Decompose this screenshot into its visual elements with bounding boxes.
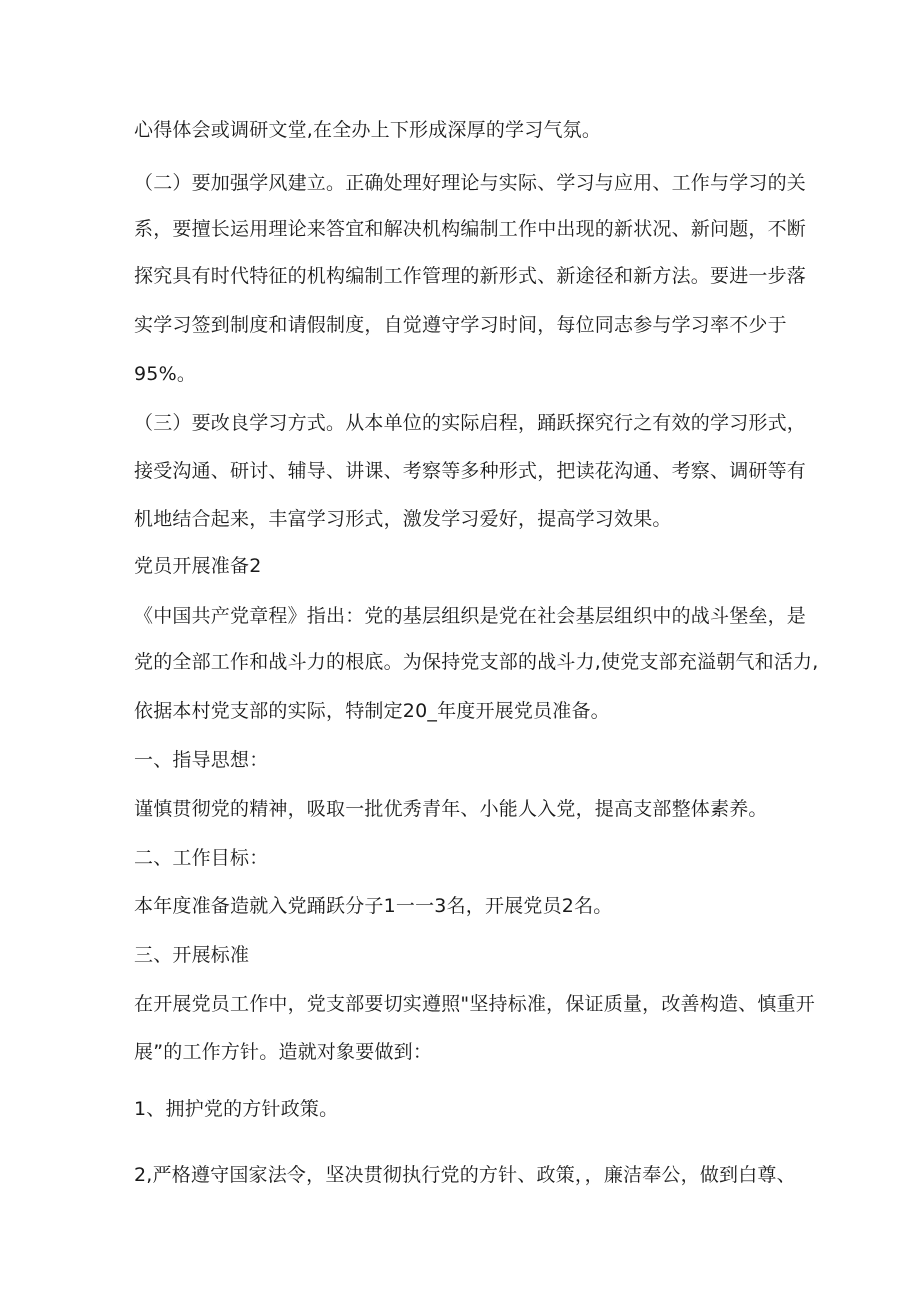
text-line: 探究具有时代特征的机构编制工作管理的新形式、新途径和新方法。要进一步落 bbox=[134, 265, 807, 287]
text-line: 在开展党员工作中，党支部要切实遵照"坚持标准，保证质量，改善构造、慎重开 bbox=[134, 993, 815, 1015]
text-line: 展”的工作方针。造就对象要做到： bbox=[134, 1041, 433, 1063]
text-line: 机地结合起来，丰富学习形式，激发学习爱好，提高学习效果。 bbox=[134, 508, 672, 530]
section-heading: 三、开展标准 bbox=[134, 944, 250, 966]
text-line: 接受沟通、研讨、辅导、讲课、考察等多种形式，把读花沟通、考察、调研等有 bbox=[134, 460, 807, 482]
section-heading: 二、工作目标： bbox=[134, 847, 269, 869]
section-heading: 党员开展准备2 bbox=[134, 555, 262, 577]
list-item: 1、拥护党的方针政策。 bbox=[134, 1098, 339, 1120]
text-line: 党的全部工作和战斗力的根底。为保持党支部的战斗力,使党支部充溢朝气和活力, bbox=[134, 651, 819, 673]
text-line: 依据本村党支部的实际，特制定20_年度开展党员准备。 bbox=[134, 700, 610, 722]
section-heading: 一、指导思想： bbox=[134, 749, 269, 771]
list-item: 2,严格遵守国家法令，坚决贯彻执行党的方针、政策，，廉洁奉公，做到白尊、 bbox=[134, 1164, 796, 1186]
text-line: 95%。 bbox=[134, 363, 197, 385]
text-line: 实学习签到制度和请假制度，自觉遵守学习时间，每位同志参与学习率不少于 bbox=[134, 314, 787, 336]
text-line: （二）要加强学风建立。正确处理好理论与实际、学习与应用、工作与学习的关 bbox=[134, 172, 807, 194]
text-line: 系，要擅长运用理论来答宜和解决机构编制工作中出现的新状况、新问题，不断 bbox=[134, 218, 807, 240]
text-line: 心得体会或调研文堂,在全办上下形成深厚的学习气氛。 bbox=[134, 119, 602, 141]
text-line: 本年度准备造就入党踊跃分子1一一3名，开展党员2名。 bbox=[134, 895, 613, 917]
text-line: 谨慎贯彻党的精神，吸取一批优秀青年、小能人入党，提高支部整体素养。 bbox=[134, 798, 768, 820]
text-line: （三）要改良学习方式。从本单位的实际启程，踊跃探究行之有效的学习形式， bbox=[134, 412, 807, 434]
text-line: 《中国共产党章程》指出：党的基层组织是党在社会基层组织中的战斗堡垒，是 bbox=[134, 605, 807, 627]
